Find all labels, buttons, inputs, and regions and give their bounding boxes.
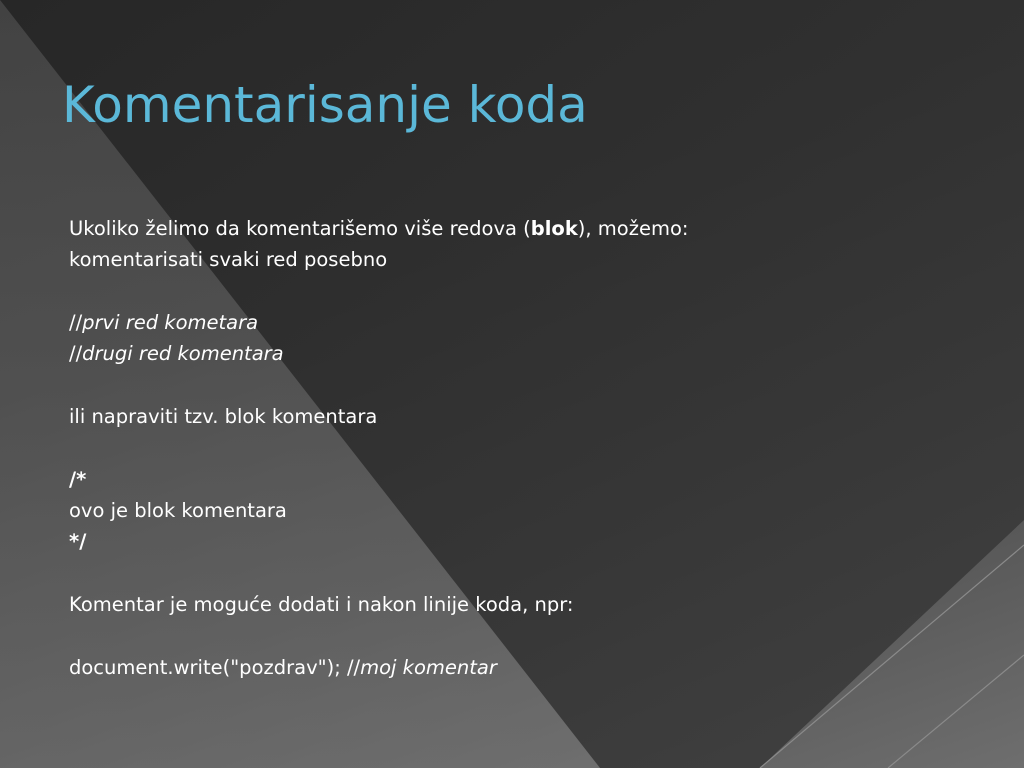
blank-line <box>69 275 969 307</box>
text-line-9: Komentar je moguće dodati i nakon linije koda, npr: <box>69 593 574 616</box>
text-line-1-pre: Ukoliko želimo da komentarišemo više redova ( <box>69 217 531 240</box>
comment-line-2-slashes: // <box>69 342 83 365</box>
code-example-comment: moj komentar <box>360 656 497 679</box>
code-example-code: document.write("pozdrav"); // <box>69 656 361 679</box>
blank-line <box>69 432 969 464</box>
code-example-line <box>69 652 969 683</box>
comment-line-1-text: prvi red kometara <box>82 311 259 334</box>
blank-line <box>69 557 969 589</box>
comment-line-2 <box>69 338 969 369</box>
text-line-2: komentarisati svaki red posebno <box>69 248 388 271</box>
slide-body <box>69 213 969 683</box>
comment-line-1-slashes: // <box>69 311 83 334</box>
text-line-1-bold: blok <box>530 217 578 240</box>
slide-title: Komentarisanje koda <box>62 76 588 134</box>
block-comment-close: */ <box>69 530 87 553</box>
blank-line <box>69 369 969 401</box>
block-comment-body: ovo je blok komentara <box>69 499 287 522</box>
block-comment-open: /* <box>69 468 87 491</box>
text-line-5: ili napraviti tzv. blok komentara <box>69 405 378 428</box>
blank-line <box>69 620 969 652</box>
comment-line-1 <box>69 307 969 338</box>
text-line-1-post: ), možemo: <box>577 217 689 240</box>
comment-line-2-text: drugi red komentara <box>82 342 284 365</box>
text-line-1 <box>69 213 969 244</box>
